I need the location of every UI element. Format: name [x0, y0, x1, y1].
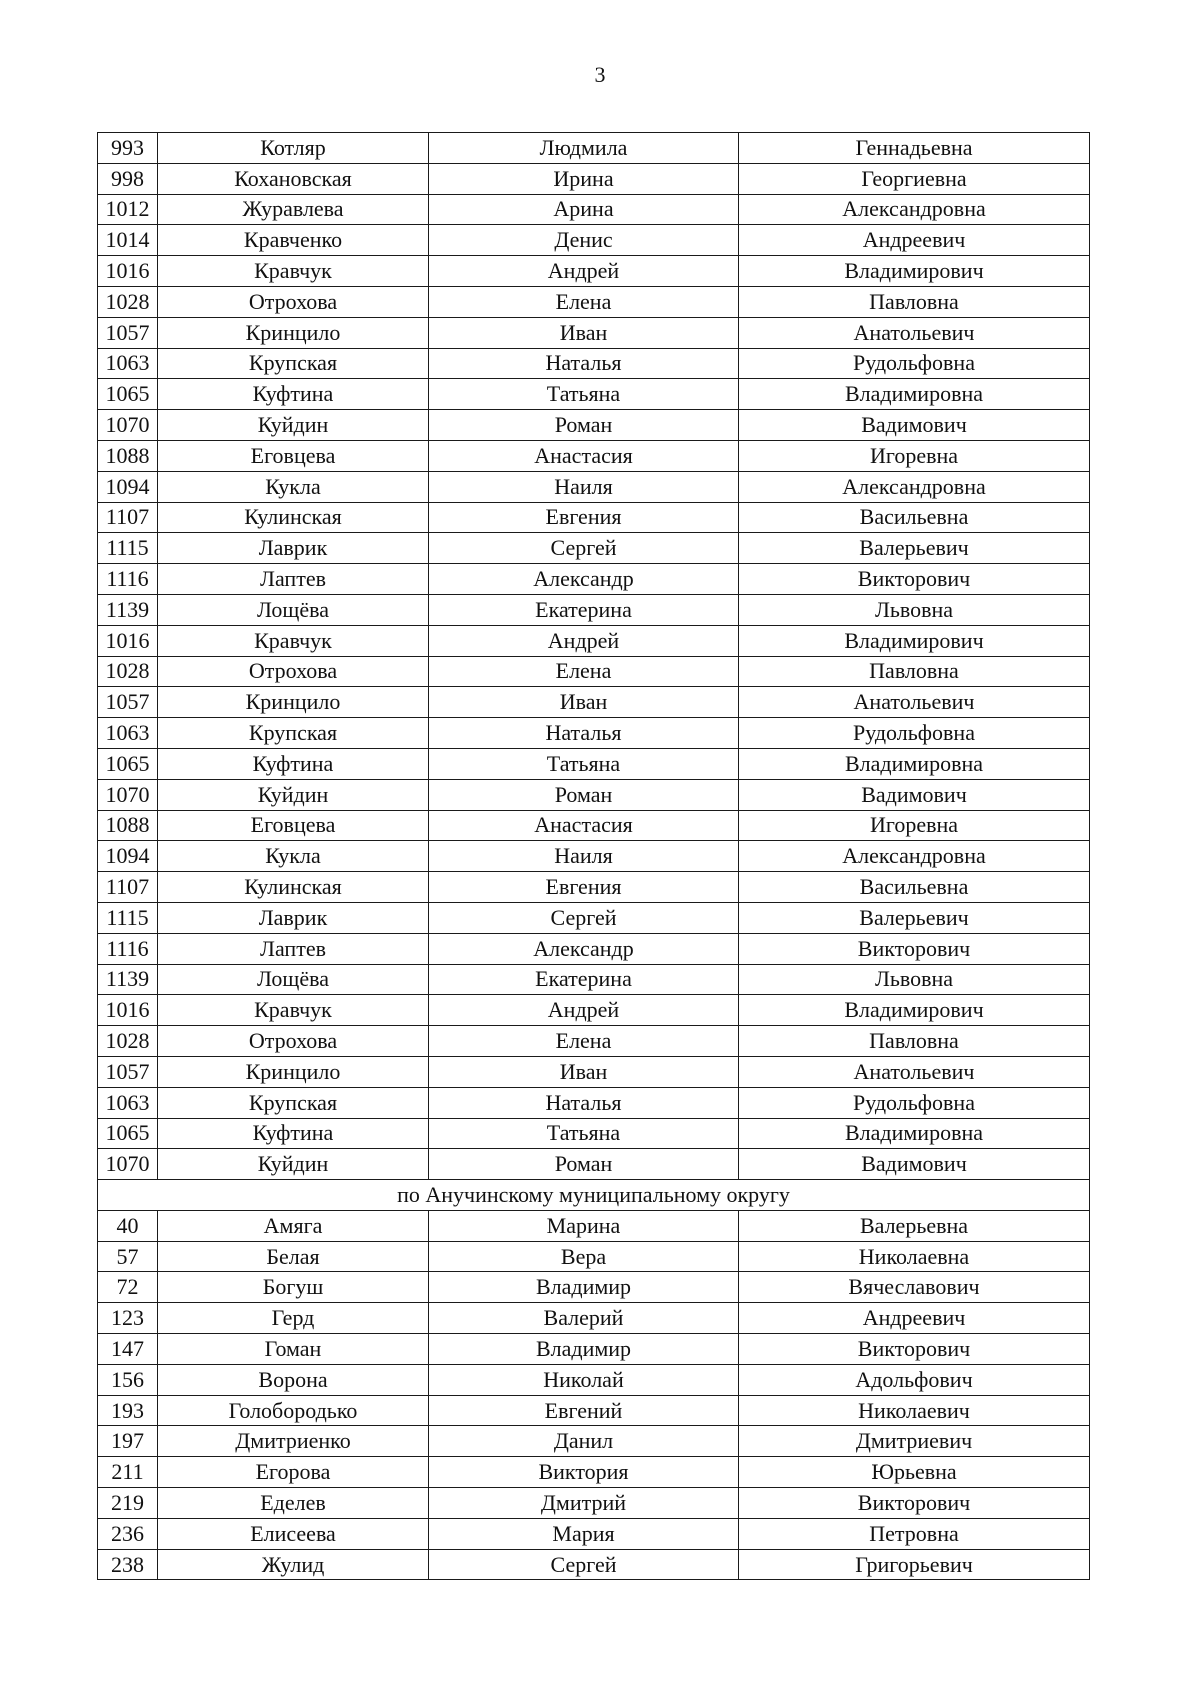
first-name-cell: Евгения	[429, 872, 739, 903]
patronymic-cell: Вячеславович	[739, 1272, 1090, 1303]
record-number-cell: 1070	[98, 1149, 158, 1180]
first-name-cell: Наиля	[429, 841, 739, 872]
table-row	[98, 1364, 1090, 1395]
record-number-cell: 1028	[98, 286, 158, 317]
table-row	[98, 1426, 1090, 1457]
last-name-cell: Журавлева	[158, 194, 429, 225]
table-row	[98, 687, 1090, 718]
table-row	[98, 163, 1090, 194]
last-name-cell: Кринцило	[158, 687, 429, 718]
record-number-cell: 1012	[98, 194, 158, 225]
record-number-cell: 1016	[98, 625, 158, 656]
last-name-cell: Отрохова	[158, 286, 429, 317]
patronymic-cell: Георгиевна	[739, 163, 1090, 194]
last-name-cell: Котляр	[158, 133, 429, 164]
record-number-cell: 123	[98, 1303, 158, 1334]
patronymic-cell: Петровна	[739, 1518, 1090, 1549]
record-number-cell: 1107	[98, 502, 158, 533]
last-name-cell: Крупская	[158, 718, 429, 749]
patronymic-cell: Адольфович	[739, 1364, 1090, 1395]
record-number-cell: 1094	[98, 841, 158, 872]
first-name-cell: Арина	[429, 194, 739, 225]
table-row	[98, 1026, 1090, 1057]
patronymic-cell: Павловна	[739, 656, 1090, 687]
table-row	[98, 1087, 1090, 1118]
page-number: 3	[594, 62, 606, 87]
last-name-cell: Кринцило	[158, 317, 429, 348]
table-row	[98, 1241, 1090, 1272]
table-row	[98, 348, 1090, 379]
last-name-cell: Егорова	[158, 1457, 429, 1488]
first-name-cell: Евгений	[429, 1395, 739, 1426]
record-number-cell: 1116	[98, 564, 158, 595]
last-name-cell: Куфтина	[158, 748, 429, 779]
last-name-cell: Богуш	[158, 1272, 429, 1303]
first-name-cell: Наталья	[429, 1087, 739, 1118]
record-number-cell: 156	[98, 1364, 158, 1395]
first-name-cell: Людмила	[429, 133, 739, 164]
last-name-cell: Амяга	[158, 1210, 429, 1241]
last-name-cell: Жулид	[158, 1549, 429, 1580]
first-name-cell: Александр	[429, 564, 739, 595]
first-name-cell: Данил	[429, 1426, 739, 1457]
record-number-cell: 1014	[98, 225, 158, 256]
first-name-cell: Роман	[429, 779, 739, 810]
first-name-cell: Татьяна	[429, 379, 739, 410]
patronymic-cell: Игоревна	[739, 810, 1090, 841]
first-name-cell: Владимир	[429, 1272, 739, 1303]
last-name-cell: Кравчук	[158, 256, 429, 287]
first-name-cell: Анастасия	[429, 810, 739, 841]
table-row	[98, 1056, 1090, 1087]
record-number-cell: 57	[98, 1241, 158, 1272]
record-number-cell: 219	[98, 1488, 158, 1519]
patronymic-cell: Павловна	[739, 286, 1090, 317]
record-number-cell: 1063	[98, 348, 158, 379]
record-number-cell: 238	[98, 1549, 158, 1580]
first-name-cell: Наиля	[429, 471, 739, 502]
table-row	[98, 471, 1090, 502]
table-row	[98, 964, 1090, 995]
first-name-cell: Вера	[429, 1241, 739, 1272]
patronymic-cell: Валерьевич	[739, 533, 1090, 564]
last-name-cell: Кохановская	[158, 163, 429, 194]
patronymic-cell: Рудольфовна	[739, 718, 1090, 749]
first-name-cell: Екатерина	[429, 594, 739, 625]
record-number-cell: 40	[98, 1210, 158, 1241]
last-name-cell: Белая	[158, 1241, 429, 1272]
record-number-cell: 197	[98, 1426, 158, 1457]
last-name-cell: Куйдин	[158, 779, 429, 810]
first-name-cell: Елена	[429, 656, 739, 687]
patronymic-cell: Анатольевич	[739, 687, 1090, 718]
table-row	[98, 1457, 1090, 1488]
record-number-cell: 1070	[98, 410, 158, 441]
patronymic-cell: Анатольевич	[739, 317, 1090, 348]
first-name-cell: Андрей	[429, 256, 739, 287]
first-name-cell: Татьяна	[429, 748, 739, 779]
record-number-cell: 1070	[98, 779, 158, 810]
table-row	[98, 1149, 1090, 1180]
table-row	[98, 656, 1090, 687]
table-row	[98, 1488, 1090, 1519]
table-row	[98, 841, 1090, 872]
table-row	[98, 1303, 1090, 1334]
table-row	[98, 225, 1090, 256]
table-row	[98, 625, 1090, 656]
record-number-cell: 1057	[98, 317, 158, 348]
last-name-cell: Куфтина	[158, 379, 429, 410]
table-row	[98, 1272, 1090, 1303]
patronymic-cell: Владимирович	[739, 995, 1090, 1026]
table-row	[98, 317, 1090, 348]
patronymic-cell: Викторович	[739, 564, 1090, 595]
table-row	[98, 1549, 1090, 1580]
last-name-cell: Куйдин	[158, 410, 429, 441]
patronymic-cell: Вадимович	[739, 779, 1090, 810]
table-row	[98, 933, 1090, 964]
patronymic-cell: Юрьевна	[739, 1457, 1090, 1488]
first-name-cell: Сергей	[429, 533, 739, 564]
table-row	[98, 256, 1090, 287]
table-row	[98, 594, 1090, 625]
patronymic-cell: Викторович	[739, 1488, 1090, 1519]
record-number-cell: 1115	[98, 533, 158, 564]
record-number-cell: 993	[98, 133, 158, 164]
record-number-cell: 236	[98, 1518, 158, 1549]
last-name-cell: Крупская	[158, 348, 429, 379]
first-name-cell: Владимир	[429, 1334, 739, 1365]
patronymic-cell: Александровна	[739, 841, 1090, 872]
last-name-cell: Лаврик	[158, 533, 429, 564]
first-name-cell: Мария	[429, 1518, 739, 1549]
patronymic-cell: Геннадьевна	[739, 133, 1090, 164]
first-name-cell: Ирина	[429, 163, 739, 194]
record-number-cell: 1028	[98, 1026, 158, 1057]
last-name-cell: Отрохова	[158, 1026, 429, 1057]
record-number-cell: 1139	[98, 594, 158, 625]
record-number-cell: 147	[98, 1334, 158, 1365]
first-name-cell: Сергей	[429, 1549, 739, 1580]
last-name-cell: Куфтина	[158, 1118, 429, 1149]
first-name-cell: Иван	[429, 1056, 739, 1087]
record-number-cell: 1065	[98, 748, 158, 779]
first-name-cell: Андрей	[429, 995, 739, 1026]
table-row	[98, 194, 1090, 225]
table-row	[98, 1395, 1090, 1426]
record-number-cell: 193	[98, 1395, 158, 1426]
patronymic-cell: Викторович	[739, 1334, 1090, 1365]
last-name-cell: Лощёва	[158, 964, 429, 995]
first-name-cell: Дмитрий	[429, 1488, 739, 1519]
first-name-cell: Николай	[429, 1364, 739, 1395]
last-name-cell: Еговцева	[158, 810, 429, 841]
first-name-cell: Наталья	[429, 348, 739, 379]
patronymic-cell: Васильевна	[739, 872, 1090, 903]
patronymic-cell: Николаевна	[739, 1241, 1090, 1272]
last-name-cell: Лощёва	[158, 594, 429, 625]
last-name-cell: Кукла	[158, 841, 429, 872]
table-row	[98, 1118, 1090, 1149]
section-header-row	[98, 1180, 1090, 1211]
patronymic-cell: Александровна	[739, 471, 1090, 502]
patronymic-cell: Владимировна	[739, 1118, 1090, 1149]
patronymic-cell: Рудольфовна	[739, 1087, 1090, 1118]
patronymic-cell: Львовна	[739, 594, 1090, 625]
last-name-cell: Кулинская	[158, 502, 429, 533]
record-number-cell: 1116	[98, 933, 158, 964]
patronymic-cell: Викторович	[739, 933, 1090, 964]
record-number-cell: 1065	[98, 379, 158, 410]
roster-table	[97, 132, 1090, 1580]
last-name-cell: Куйдин	[158, 1149, 429, 1180]
table-row	[98, 533, 1090, 564]
last-name-cell: Лаврик	[158, 902, 429, 933]
patronymic-cell: Валерьевич	[739, 902, 1090, 933]
last-name-cell: Кравченко	[158, 225, 429, 256]
first-name-cell: Татьяна	[429, 1118, 739, 1149]
patronymic-cell: Николаевич	[739, 1395, 1090, 1426]
record-number-cell: 1063	[98, 718, 158, 749]
first-name-cell: Сергей	[429, 902, 739, 933]
record-number-cell: 998	[98, 163, 158, 194]
first-name-cell: Анастасия	[429, 440, 739, 471]
patronymic-cell: Валерьевна	[739, 1210, 1090, 1241]
first-name-cell: Екатерина	[429, 964, 739, 995]
last-name-cell: Кравчук	[158, 995, 429, 1026]
record-number-cell: 1016	[98, 256, 158, 287]
first-name-cell: Наталья	[429, 718, 739, 749]
patronymic-cell: Вадимович	[739, 1149, 1090, 1180]
patronymic-cell: Григорьевич	[739, 1549, 1090, 1580]
last-name-cell: Кринцило	[158, 1056, 429, 1087]
first-name-cell: Елена	[429, 286, 739, 317]
record-number-cell: 72	[98, 1272, 158, 1303]
table-row	[98, 379, 1090, 410]
first-name-cell: Денис	[429, 225, 739, 256]
last-name-cell: Крупская	[158, 1087, 429, 1118]
patronymic-cell: Дмитриевич	[739, 1426, 1090, 1457]
first-name-cell: Александр	[429, 933, 739, 964]
table-row	[98, 872, 1090, 903]
patronymic-cell: Владимировна	[739, 379, 1090, 410]
last-name-cell: Елисеева	[158, 1518, 429, 1549]
record-number-cell: 1057	[98, 687, 158, 718]
roster-table-body	[98, 133, 1090, 1580]
patronymic-cell: Игоревна	[739, 440, 1090, 471]
first-name-cell: Елена	[429, 1026, 739, 1057]
patronymic-cell: Павловна	[739, 1026, 1090, 1057]
table-row	[98, 440, 1090, 471]
record-number-cell: 1139	[98, 964, 158, 995]
last-name-cell: Кукла	[158, 471, 429, 502]
patronymic-cell: Вадимович	[739, 410, 1090, 441]
first-name-cell: Евгения	[429, 502, 739, 533]
patronymic-cell: Александровна	[739, 194, 1090, 225]
last-name-cell: Еговцева	[158, 440, 429, 471]
first-name-cell: Иван	[429, 687, 739, 718]
last-name-cell: Отрохова	[158, 656, 429, 687]
last-name-cell: Гоман	[158, 1334, 429, 1365]
last-name-cell: Кулинская	[158, 872, 429, 903]
record-number-cell: 1088	[98, 810, 158, 841]
record-number-cell: 211	[98, 1457, 158, 1488]
table-row	[98, 1334, 1090, 1365]
record-number-cell: 1028	[98, 656, 158, 687]
patronymic-cell: Анатольевич	[739, 1056, 1090, 1087]
patronymic-cell: Владимировна	[739, 748, 1090, 779]
first-name-cell: Марина	[429, 1210, 739, 1241]
record-number-cell: 1016	[98, 995, 158, 1026]
record-number-cell: 1063	[98, 1087, 158, 1118]
table-row	[98, 133, 1090, 164]
patronymic-cell: Андреевич	[739, 1303, 1090, 1334]
patronymic-cell: Васильевна	[739, 502, 1090, 533]
table-row	[98, 718, 1090, 749]
first-name-cell: Роман	[429, 1149, 739, 1180]
table-row	[98, 1210, 1090, 1241]
table-row	[98, 1518, 1090, 1549]
last-name-cell: Лаптев	[158, 933, 429, 964]
first-name-cell: Виктория	[429, 1457, 739, 1488]
patronymic-cell: Владимирович	[739, 256, 1090, 287]
table-row	[98, 748, 1090, 779]
record-number-cell: 1065	[98, 1118, 158, 1149]
table-row	[98, 810, 1090, 841]
last-name-cell: Лаптев	[158, 564, 429, 595]
patronymic-cell: Львовна	[739, 964, 1090, 995]
first-name-cell: Андрей	[429, 625, 739, 656]
record-number-cell: 1094	[98, 471, 158, 502]
table-row	[98, 902, 1090, 933]
last-name-cell: Кравчук	[158, 625, 429, 656]
last-name-cell: Дмитриенко	[158, 1426, 429, 1457]
last-name-cell: Ворона	[158, 1364, 429, 1395]
record-number-cell: 1057	[98, 1056, 158, 1087]
table-row	[98, 410, 1090, 441]
first-name-cell: Валерий	[429, 1303, 739, 1334]
record-number-cell: 1107	[98, 872, 158, 903]
section-header: по Анучинскому муниципальному округу	[98, 1180, 1090, 1211]
last-name-cell: Еделев	[158, 1488, 429, 1519]
first-name-cell: Роман	[429, 410, 739, 441]
table-row	[98, 995, 1090, 1026]
patronymic-cell: Андреевич	[739, 225, 1090, 256]
table-row	[98, 502, 1090, 533]
first-name-cell: Иван	[429, 317, 739, 348]
record-number-cell: 1115	[98, 902, 158, 933]
table-row	[98, 564, 1090, 595]
last-name-cell: Герд	[158, 1303, 429, 1334]
table-row	[98, 779, 1090, 810]
patronymic-cell: Рудольфовна	[739, 348, 1090, 379]
record-number-cell: 1088	[98, 440, 158, 471]
patronymic-cell: Владимирович	[739, 625, 1090, 656]
table-row	[98, 286, 1090, 317]
last-name-cell: Голобородько	[158, 1395, 429, 1426]
